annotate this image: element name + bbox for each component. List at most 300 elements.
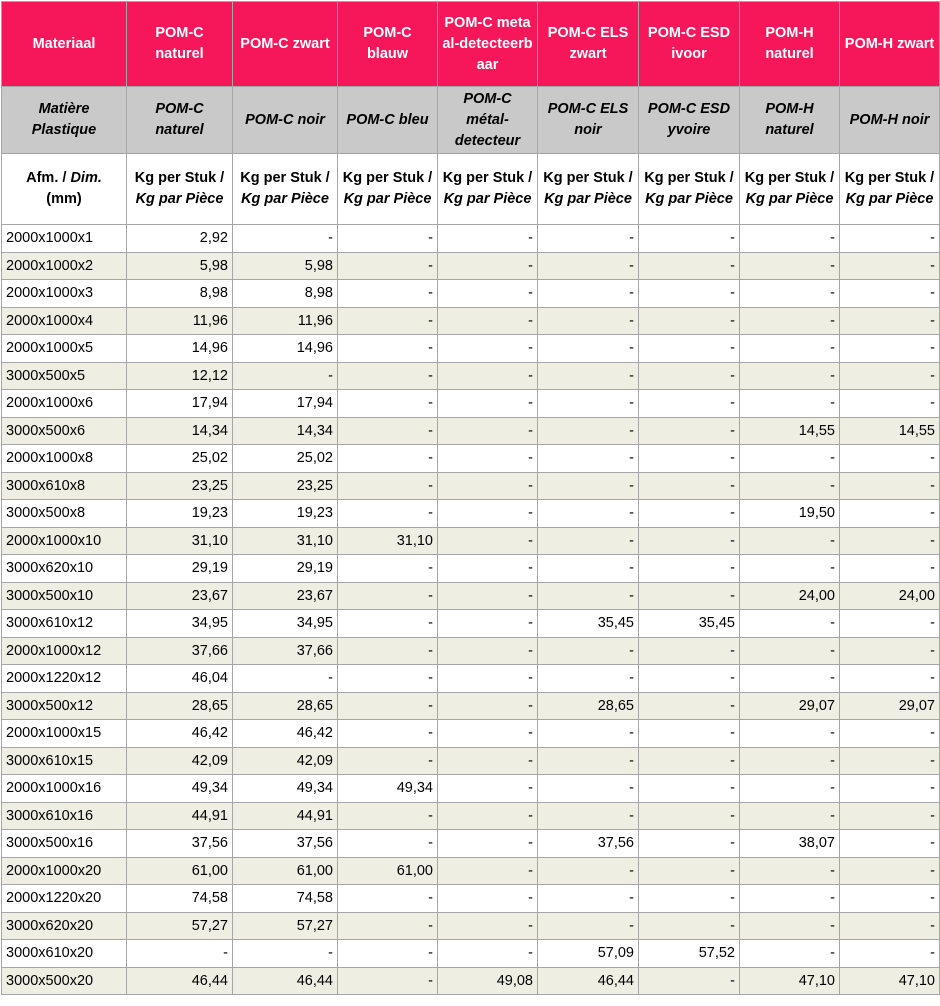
table-row [2, 362, 940, 390]
weight-cell: 57,09 [538, 940, 639, 968]
weight-cell: 42,09 [127, 747, 233, 775]
dimension-cell: 3000x610x20 [2, 940, 127, 968]
header-cell-dutch: POM-C ELS zwart [538, 2, 639, 87]
weight-cell: 8,98 [127, 280, 233, 308]
dimension-cell: 3000x500x10 [2, 582, 127, 610]
weight-cell: 29,07 [740, 692, 840, 720]
weight-cell: - [538, 417, 639, 445]
weight-cell: - [538, 445, 639, 473]
header-row-french [2, 87, 940, 154]
weight-cell: - [338, 472, 438, 500]
weight-cell: - [840, 445, 940, 473]
weight-cell: 49,08 [438, 967, 538, 995]
weight-label: Kg per Stuk / [644, 170, 734, 186]
weight-cell: - [338, 555, 438, 583]
weight-cell: 14,96 [233, 335, 338, 363]
weight-cell: - [438, 307, 538, 335]
weight-cell: - [538, 885, 639, 913]
weight-cell: - [639, 720, 740, 748]
weight-cell: 8,98 [233, 280, 338, 308]
header-cell-weight [127, 154, 233, 225]
header-cell-weight [740, 154, 840, 225]
dim-label-italic: Dim. [70, 170, 102, 186]
weight-cell: - [840, 830, 940, 858]
weight-cell: - [438, 830, 538, 858]
weight-cell: - [538, 775, 639, 803]
weight-cell: - [639, 802, 740, 830]
header-cell-french: POM-C ELS noir [538, 87, 639, 154]
dimension-cell: 2000x1000x8 [2, 445, 127, 473]
dimension-cell: 2000x1000x5 [2, 335, 127, 363]
weight-cell: - [740, 610, 840, 638]
weight-cell: - [740, 555, 840, 583]
weight-cell: - [538, 857, 639, 885]
weight-label: Kg per Stuk / [442, 170, 533, 186]
weight-cell: 14,55 [840, 417, 940, 445]
table-row [2, 390, 940, 418]
weight-cell: 37,66 [233, 637, 338, 665]
weight-cell: - [639, 335, 740, 363]
weight-cell: 61,00 [127, 857, 233, 885]
weight-cell: - [438, 637, 538, 665]
weight-cell: 49,34 [338, 775, 438, 803]
weight-cell: - [840, 802, 940, 830]
header-cell-french: POM-C métal-detecteur [438, 87, 538, 154]
table-row [2, 252, 940, 280]
weight-cell: - [233, 665, 338, 693]
header-cell-weight [233, 154, 338, 225]
weight-cell: 28,65 [538, 692, 639, 720]
weight-cell: - [338, 747, 438, 775]
weight-cell: 47,10 [840, 967, 940, 995]
weight-cell: - [438, 445, 538, 473]
weight-cell: 5,98 [127, 252, 233, 280]
dim-label: Afm. / [26, 170, 71, 186]
table-row [2, 527, 940, 555]
dimension-cell: 3000x610x15 [2, 747, 127, 775]
dimension-cell: 3000x610x16 [2, 802, 127, 830]
header-cell-weight [639, 154, 740, 225]
weight-cell: - [438, 885, 538, 913]
table-row [2, 637, 940, 665]
header-cell-weight [338, 154, 438, 225]
weight-cell: - [639, 307, 740, 335]
table-row [2, 472, 940, 500]
dimension-cell: 3000x610x8 [2, 472, 127, 500]
weight-cell: - [740, 665, 840, 693]
table-row [2, 610, 940, 638]
weight-cell: 37,56 [127, 830, 233, 858]
header-cell-dutch: POM-C naturel [127, 2, 233, 87]
weight-label: Kg per Stuk / [342, 170, 433, 186]
weight-label-italic: Kg par Pièce [443, 191, 532, 207]
weight-cell: - [538, 252, 639, 280]
weight-cell: - [438, 692, 538, 720]
weight-cell: - [438, 500, 538, 528]
weight-cell: - [538, 307, 639, 335]
table-row [2, 912, 940, 940]
weight-cell: - [538, 527, 639, 555]
weight-cell: 28,65 [233, 692, 338, 720]
dimension-cell: 3000x500x16 [2, 830, 127, 858]
weight-cell: - [338, 225, 438, 253]
weight-cell: - [840, 610, 940, 638]
dimension-cell: 2000x1000x3 [2, 280, 127, 308]
weight-cell: - [740, 252, 840, 280]
header-cell-french: POM-H naturel [740, 87, 840, 154]
weight-cell: - [840, 307, 940, 335]
weight-cell: - [438, 527, 538, 555]
weight-cell: 37,66 [127, 637, 233, 665]
weight-label-italic: Kg par Pièce [544, 191, 632, 207]
weight-cell: - [639, 472, 740, 500]
weight-cell: - [740, 802, 840, 830]
dimension-cell: 2000x1000x15 [2, 720, 127, 748]
weight-cell: 25,02 [127, 445, 233, 473]
weight-cell: - [438, 857, 538, 885]
table-row [2, 967, 940, 995]
dimension-cell: 3000x500x12 [2, 692, 127, 720]
weight-cell: - [639, 582, 740, 610]
table-row [2, 830, 940, 858]
table-row [2, 885, 940, 913]
dimension-cell: 3000x610x12 [2, 610, 127, 638]
weight-label: Kg per Stuk / [844, 170, 935, 186]
weight-cell: - [740, 307, 840, 335]
weight-cell: - [639, 830, 740, 858]
weight-cell: - [639, 885, 740, 913]
weight-cell: - [740, 885, 840, 913]
weight-cell: - [840, 500, 940, 528]
weight-label-italic: Kg par Pièce [241, 191, 329, 207]
table-row [2, 775, 940, 803]
weight-cell: - [338, 665, 438, 693]
header-cell-dutch: POM-C zwart [233, 2, 338, 87]
weight-cell: - [538, 802, 639, 830]
weight-cell: - [840, 747, 940, 775]
dimension-cell: 2000x1220x20 [2, 885, 127, 913]
header-cell-dutch: POM-C blauw [338, 2, 438, 87]
weight-cell: 14,96 [127, 335, 233, 363]
weight-cell: - [538, 665, 639, 693]
header-cell-dutch: Materiaal [2, 2, 127, 87]
weight-cell: - [840, 280, 940, 308]
weight-cell: - [233, 225, 338, 253]
weight-cell: - [639, 665, 740, 693]
weight-cell: - [338, 417, 438, 445]
weight-cell: - [639, 555, 740, 583]
weight-cell: - [438, 417, 538, 445]
table-row [2, 555, 940, 583]
weight-cell: - [338, 362, 438, 390]
weight-cell: - [840, 225, 940, 253]
weight-cell: 17,94 [127, 390, 233, 418]
weight-cell: 23,67 [127, 582, 233, 610]
weight-cell: - [840, 940, 940, 968]
weight-cell: 38,07 [740, 830, 840, 858]
weight-cell: - [639, 252, 740, 280]
weight-label-italic: Kg par Pièce [845, 191, 934, 207]
header-cell-dutch: POM-H zwart [840, 2, 940, 87]
weight-cell: - [338, 802, 438, 830]
weight-cell: 5,98 [233, 252, 338, 280]
weight-cell: - [639, 417, 740, 445]
weight-cell: 44,91 [127, 802, 233, 830]
weight-cell: 57,52 [639, 940, 740, 968]
weight-cell: 46,04 [127, 665, 233, 693]
weight-cell: - [740, 912, 840, 940]
header-cell-weight [438, 154, 538, 225]
weight-cell: - [538, 472, 639, 500]
table-row [2, 225, 940, 253]
table-row [2, 280, 940, 308]
header-cell-dutch: POM-H naturel [740, 2, 840, 87]
dimension-cell: 2000x1000x20 [2, 857, 127, 885]
header-cell-french: POM-C noir [233, 87, 338, 154]
weight-cell: - [639, 280, 740, 308]
table-row [2, 720, 940, 748]
weight-cell: - [438, 582, 538, 610]
weight-cell: - [639, 912, 740, 940]
table-row [2, 692, 940, 720]
weight-label-italic: Kg par Pièce [135, 191, 224, 207]
weight-cell: - [438, 472, 538, 500]
weight-cell: - [740, 527, 840, 555]
weight-cell: - [740, 280, 840, 308]
table-row [2, 445, 940, 473]
header-cell-dutch: POM-C ESD ivoor [639, 2, 740, 87]
weight-cell: - [639, 527, 740, 555]
dimension-cell: 3000x620x10 [2, 555, 127, 583]
weight-cell: - [840, 637, 940, 665]
weight-cell: - [538, 390, 639, 418]
weight-cell: 25,02 [233, 445, 338, 473]
weight-label-italic: Kg par Pièce [645, 191, 733, 207]
weight-cell: - [233, 940, 338, 968]
weight-cell: 14,34 [233, 417, 338, 445]
header-cell-french: POM-H noir [840, 87, 940, 154]
weight-cell: - [740, 720, 840, 748]
dimension-cell: 2000x1000x2 [2, 252, 127, 280]
weight-cell: 14,34 [127, 417, 233, 445]
weight-cell: - [740, 225, 840, 253]
weight-cell: - [338, 610, 438, 638]
weight-cell: - [438, 610, 538, 638]
weight-cell: - [840, 390, 940, 418]
weight-label: Kg per Stuk / [134, 170, 225, 186]
weight-cell: - [840, 720, 940, 748]
weight-cell: 24,00 [740, 582, 840, 610]
weight-cell: - [127, 940, 233, 968]
weight-cell: 31,10 [127, 527, 233, 555]
header-cell-dutch: POM-C metaal-detecteerbaar [438, 2, 538, 87]
table-row [2, 307, 940, 335]
weight-cell: - [840, 857, 940, 885]
weight-cell: - [438, 802, 538, 830]
weight-cell: - [639, 637, 740, 665]
weight-cell: - [338, 637, 438, 665]
table-row [2, 857, 940, 885]
weight-cell: - [338, 912, 438, 940]
weight-cell: 34,95 [233, 610, 338, 638]
weight-cell: - [338, 280, 438, 308]
table-row [2, 582, 940, 610]
weight-cell: - [538, 362, 639, 390]
weight-cell: - [538, 720, 639, 748]
header-cell-weight [538, 154, 639, 225]
weight-cell: - [338, 390, 438, 418]
weight-cell: 17,94 [233, 390, 338, 418]
weight-cell: 14,55 [740, 417, 840, 445]
dimension-cell: 3000x500x20 [2, 967, 127, 995]
weight-cell: - [338, 967, 438, 995]
weight-cell: - [538, 500, 639, 528]
header-cell-french: POM-C bleu [338, 87, 438, 154]
weight-cell: 19,23 [233, 500, 338, 528]
weight-cell: - [338, 720, 438, 748]
dimension-cell: 2000x1000x10 [2, 527, 127, 555]
weight-cell: - [338, 885, 438, 913]
weight-cell: - [338, 582, 438, 610]
table-row [2, 802, 940, 830]
dimension-cell: 2000x1000x16 [2, 775, 127, 803]
weight-cell: - [639, 857, 740, 885]
weight-cell: 11,96 [127, 307, 233, 335]
dimension-cell: 2000x1000x1 [2, 225, 127, 253]
weight-cell: 37,56 [538, 830, 639, 858]
weight-cell: 44,91 [233, 802, 338, 830]
weight-cell: - [740, 775, 840, 803]
weight-cell: - [740, 747, 840, 775]
weight-cell: - [438, 555, 538, 583]
weight-cell: - [438, 940, 538, 968]
weight-cell: - [639, 362, 740, 390]
dimension-cell: 2000x1000x12 [2, 637, 127, 665]
table-row [2, 417, 940, 445]
weight-cell: 29,19 [233, 555, 338, 583]
weight-cell: - [338, 500, 438, 528]
weight-cell: - [840, 555, 940, 583]
dim-unit: (mm) [46, 191, 82, 207]
weight-cell: - [840, 362, 940, 390]
weight-cell: 49,34 [233, 775, 338, 803]
weight-cell: - [338, 335, 438, 363]
weight-label: Kg per Stuk / [543, 170, 633, 186]
weight-cell: - [438, 720, 538, 748]
weight-cell: 23,67 [233, 582, 338, 610]
weight-label-italic: Kg par Pièce [745, 191, 834, 207]
weight-cell: - [740, 335, 840, 363]
table-row [2, 665, 940, 693]
weight-cell: 74,58 [127, 885, 233, 913]
weight-cell: 34,95 [127, 610, 233, 638]
weight-cell: - [740, 940, 840, 968]
weight-cell: 31,10 [233, 527, 338, 555]
weight-cell: - [438, 362, 538, 390]
weight-cell: 46,42 [233, 720, 338, 748]
weight-cell: 74,58 [233, 885, 338, 913]
table-row [2, 335, 940, 363]
weight-cell: 46,44 [538, 967, 639, 995]
weight-cell: - [639, 692, 740, 720]
weight-cell: 37,56 [233, 830, 338, 858]
weight-cell: 23,25 [233, 472, 338, 500]
weight-cell: - [639, 390, 740, 418]
header-row-units [2, 154, 940, 225]
table-row [2, 500, 940, 528]
weight-cell: 35,45 [538, 610, 639, 638]
weight-cell: 57,27 [233, 912, 338, 940]
header-cell-french: POM-C ESD yvoire [639, 87, 740, 154]
dimension-cell: 3000x500x8 [2, 500, 127, 528]
weight-cell: - [233, 362, 338, 390]
weight-cell: 19,50 [740, 500, 840, 528]
weight-cell: - [639, 747, 740, 775]
weight-cell: - [639, 775, 740, 803]
weight-cell: 61,00 [338, 857, 438, 885]
weight-cell: - [840, 665, 940, 693]
weight-cell: - [740, 637, 840, 665]
weight-cell: - [840, 472, 940, 500]
table-row [2, 747, 940, 775]
weight-cell: - [840, 775, 940, 803]
weight-cell: - [338, 830, 438, 858]
weight-cell: - [538, 335, 639, 363]
header-cell-dimension [2, 154, 127, 225]
dimension-cell: 3000x500x6 [2, 417, 127, 445]
weight-cell: 49,34 [127, 775, 233, 803]
header-cell-weight [840, 154, 940, 225]
weight-cell: - [840, 335, 940, 363]
header-cell-french: Matière Plastique [2, 87, 127, 154]
weight-cell: - [438, 390, 538, 418]
weight-cell: 46,44 [233, 967, 338, 995]
weight-cell: 2,92 [127, 225, 233, 253]
weight-cell: - [538, 747, 639, 775]
weight-cell: 28,65 [127, 692, 233, 720]
weight-cell: 42,09 [233, 747, 338, 775]
weight-cell: - [438, 775, 538, 803]
weight-cell: - [538, 637, 639, 665]
weight-cell: 11,96 [233, 307, 338, 335]
weight-cell: - [338, 940, 438, 968]
table-row [2, 940, 940, 968]
weight-cell: - [840, 885, 940, 913]
dimension-cell: 2000x1000x6 [2, 390, 127, 418]
weight-cell: - [740, 445, 840, 473]
header-row-dutch [2, 2, 940, 87]
weight-cell: - [338, 307, 438, 335]
weight-cell: 61,00 [233, 857, 338, 885]
weight-table [1, 1, 940, 995]
weight-cell: - [438, 335, 538, 363]
weight-cell: - [438, 252, 538, 280]
header-cell-french: POM-C naturel [127, 87, 233, 154]
weight-cell: - [840, 912, 940, 940]
table-body [2, 225, 940, 995]
weight-cell: - [639, 500, 740, 528]
dimension-cell: 2000x1000x4 [2, 307, 127, 335]
dimension-cell: 3000x500x5 [2, 362, 127, 390]
weight-cell: - [740, 857, 840, 885]
weight-cell: - [338, 445, 438, 473]
dimension-cell: 2000x1220x12 [2, 665, 127, 693]
weight-cell: 19,23 [127, 500, 233, 528]
weight-cell: 31,10 [338, 527, 438, 555]
weight-cell: - [538, 280, 639, 308]
weight-cell: 29,19 [127, 555, 233, 583]
weight-cell: - [840, 252, 940, 280]
